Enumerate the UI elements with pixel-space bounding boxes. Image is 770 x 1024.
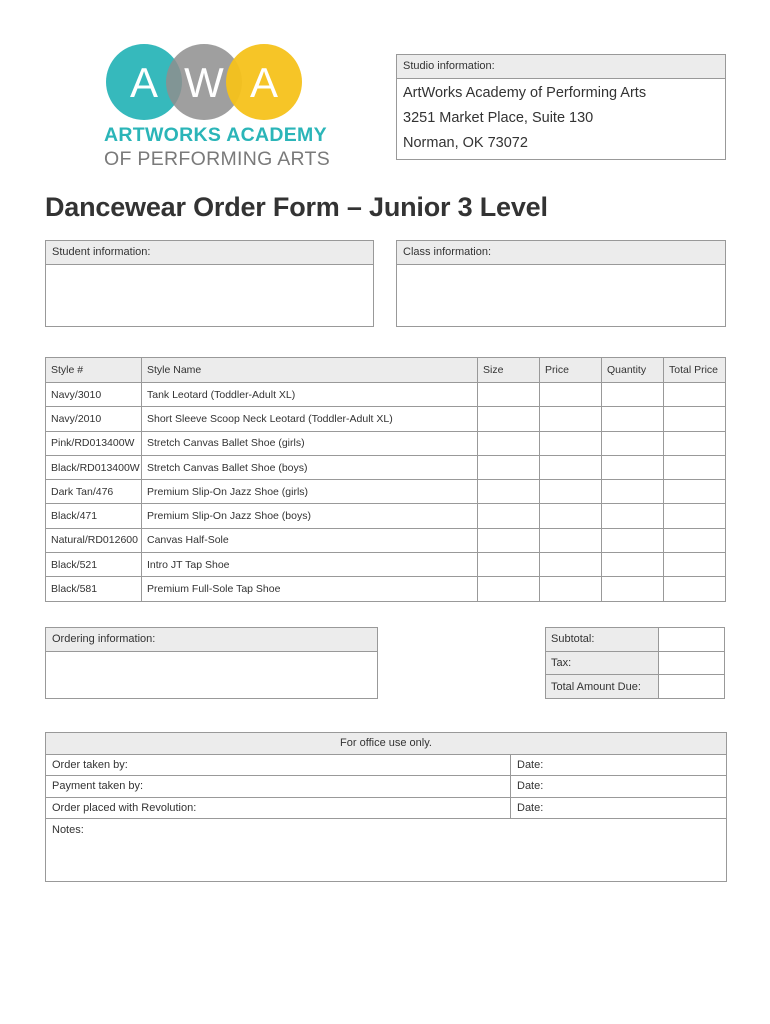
office-use-heading: For office use only. [46, 733, 727, 755]
row-style-name: Premium Slip-On Jazz Shoe (boys) [142, 504, 478, 528]
class-info-box[interactable] [396, 240, 726, 327]
total-price-cell[interactable] [664, 480, 726, 504]
logo-circles [104, 42, 304, 122]
totals-table [545, 627, 725, 699]
student-info-heading: Student information: [46, 241, 373, 265]
student-info-box[interactable] [45, 240, 374, 327]
quantity-cell[interactable] [602, 528, 664, 552]
size-cell[interactable] [478, 480, 540, 504]
col-total-price: Total Price [664, 358, 726, 383]
row-style-name: Premium Full-Sole Tap Shoe [142, 577, 478, 601]
row-style-name: Stretch Canvas Ballet Shoe (girls) [142, 431, 478, 455]
quantity-cell[interactable] [602, 577, 664, 601]
payment-taken-field[interactable]: Payment taken by: [46, 776, 511, 798]
col-price: Price [540, 358, 602, 383]
total-price-cell[interactable] [664, 504, 726, 528]
size-cell[interactable] [478, 407, 540, 431]
price-cell[interactable] [540, 383, 602, 407]
ordering-info-box[interactable] [45, 627, 378, 699]
quantity-cell[interactable] [602, 480, 664, 504]
row-style-number: Black/471 [46, 504, 142, 528]
size-cell[interactable] [478, 577, 540, 601]
subtotal-label: Subtotal: [546, 628, 659, 652]
table-row [46, 431, 726, 455]
table-row [46, 455, 726, 479]
price-cell[interactable] [540, 504, 602, 528]
table-header-row [46, 358, 726, 383]
page-title: Dancewear Order Form – Junior 3 Level [45, 192, 548, 222]
studio-address: 3251 Market Place, Suite 130 [403, 110, 594, 126]
academy-logo [104, 42, 331, 177]
col-size: Size [478, 358, 540, 383]
logo-letter-a2: A [249, 59, 279, 106]
quantity-cell[interactable] [602, 407, 664, 431]
total-price-cell[interactable] [664, 577, 726, 601]
row-style-name: Canvas Half-Sole [142, 528, 478, 552]
subtotal-field[interactable] [659, 628, 725, 652]
logo-line-2: OF PERFORMING ARTS [104, 148, 331, 170]
table-row [46, 383, 726, 407]
price-cell[interactable] [540, 577, 602, 601]
order-items-table [45, 357, 726, 602]
table-row [46, 407, 726, 431]
col-style-number: Style # [46, 358, 142, 383]
class-info-heading: Class information: [397, 241, 725, 265]
col-style-name: Style Name [142, 358, 478, 383]
row-style-name: Stretch Canvas Ballet Shoe (boys) [142, 455, 478, 479]
studio-city: Norman, OK 73072 [403, 135, 528, 151]
order-placed-field[interactable]: Order placed with Revolution: [46, 797, 511, 819]
total-price-cell[interactable] [664, 455, 726, 479]
total-due-field[interactable] [659, 675, 725, 699]
order-taken-field[interactable]: Order taken by: [46, 754, 511, 776]
price-cell[interactable] [540, 480, 602, 504]
studio-info-heading: Studio information: [397, 55, 725, 79]
row-style-number: Black/RD013400W [46, 455, 142, 479]
size-cell[interactable] [478, 431, 540, 455]
price-cell[interactable] [540, 528, 602, 552]
row-style-name: Short Sleeve Scoop Neck Leotard (Toddler-Adult XL) [142, 407, 478, 431]
quantity-cell[interactable] [602, 455, 664, 479]
studio-info-box [396, 54, 726, 160]
size-cell[interactable] [478, 553, 540, 577]
size-cell[interactable] [478, 504, 540, 528]
total-price-cell[interactable] [664, 383, 726, 407]
logo-line-1: ARTWORKS ACADEMY [104, 124, 327, 146]
table-row [46, 480, 726, 504]
table-row [46, 577, 726, 601]
quantity-cell[interactable] [602, 553, 664, 577]
logo-letter-w: W [184, 59, 224, 106]
studio-name: ArtWorks Academy of Performing Arts [403, 85, 647, 101]
table-row [46, 528, 726, 552]
order-placed-date-field[interactable]: Date: [511, 797, 727, 819]
size-cell[interactable] [478, 528, 540, 552]
row-style-number: Black/581 [46, 577, 142, 601]
price-cell[interactable] [540, 455, 602, 479]
row-style-number: Navy/2010 [46, 407, 142, 431]
payment-taken-date-field[interactable]: Date: [511, 776, 727, 798]
price-cell[interactable] [540, 431, 602, 455]
row-style-number: Navy/3010 [46, 383, 142, 407]
row-style-number: Black/521 [46, 553, 142, 577]
total-price-cell[interactable] [664, 528, 726, 552]
total-price-cell[interactable] [664, 553, 726, 577]
total-price-cell[interactable] [664, 407, 726, 431]
row-style-number: Dark Tan/476 [46, 480, 142, 504]
col-quantity: Quantity [602, 358, 664, 383]
total-due-label: Total Amount Due: [546, 675, 659, 699]
tax-label: Tax: [546, 651, 659, 675]
ordering-info-heading: Ordering information: [46, 628, 377, 652]
price-cell[interactable] [540, 407, 602, 431]
order-taken-date-field[interactable]: Date: [511, 754, 727, 776]
tax-field[interactable] [659, 651, 725, 675]
logo-letter-a1: A [129, 59, 159, 106]
quantity-cell[interactable] [602, 504, 664, 528]
row-style-number: Natural/RD012600 [46, 528, 142, 552]
notes-field[interactable]: Notes: [46, 819, 727, 882]
price-cell[interactable] [540, 553, 602, 577]
office-use-table [45, 732, 727, 882]
table-row [46, 504, 726, 528]
quantity-cell[interactable] [602, 383, 664, 407]
row-style-name: Tank Leotard (Toddler-Adult XL) [142, 383, 478, 407]
table-row [46, 553, 726, 577]
size-cell[interactable] [478, 455, 540, 479]
row-style-name: Premium Slip-On Jazz Shoe (girls) [142, 480, 478, 504]
total-price-cell[interactable] [664, 431, 726, 455]
size-cell[interactable] [478, 383, 540, 407]
row-style-number: Pink/RD013400W [46, 431, 142, 455]
quantity-cell[interactable] [602, 431, 664, 455]
row-style-name: Intro JT Tap Shoe [142, 553, 478, 577]
